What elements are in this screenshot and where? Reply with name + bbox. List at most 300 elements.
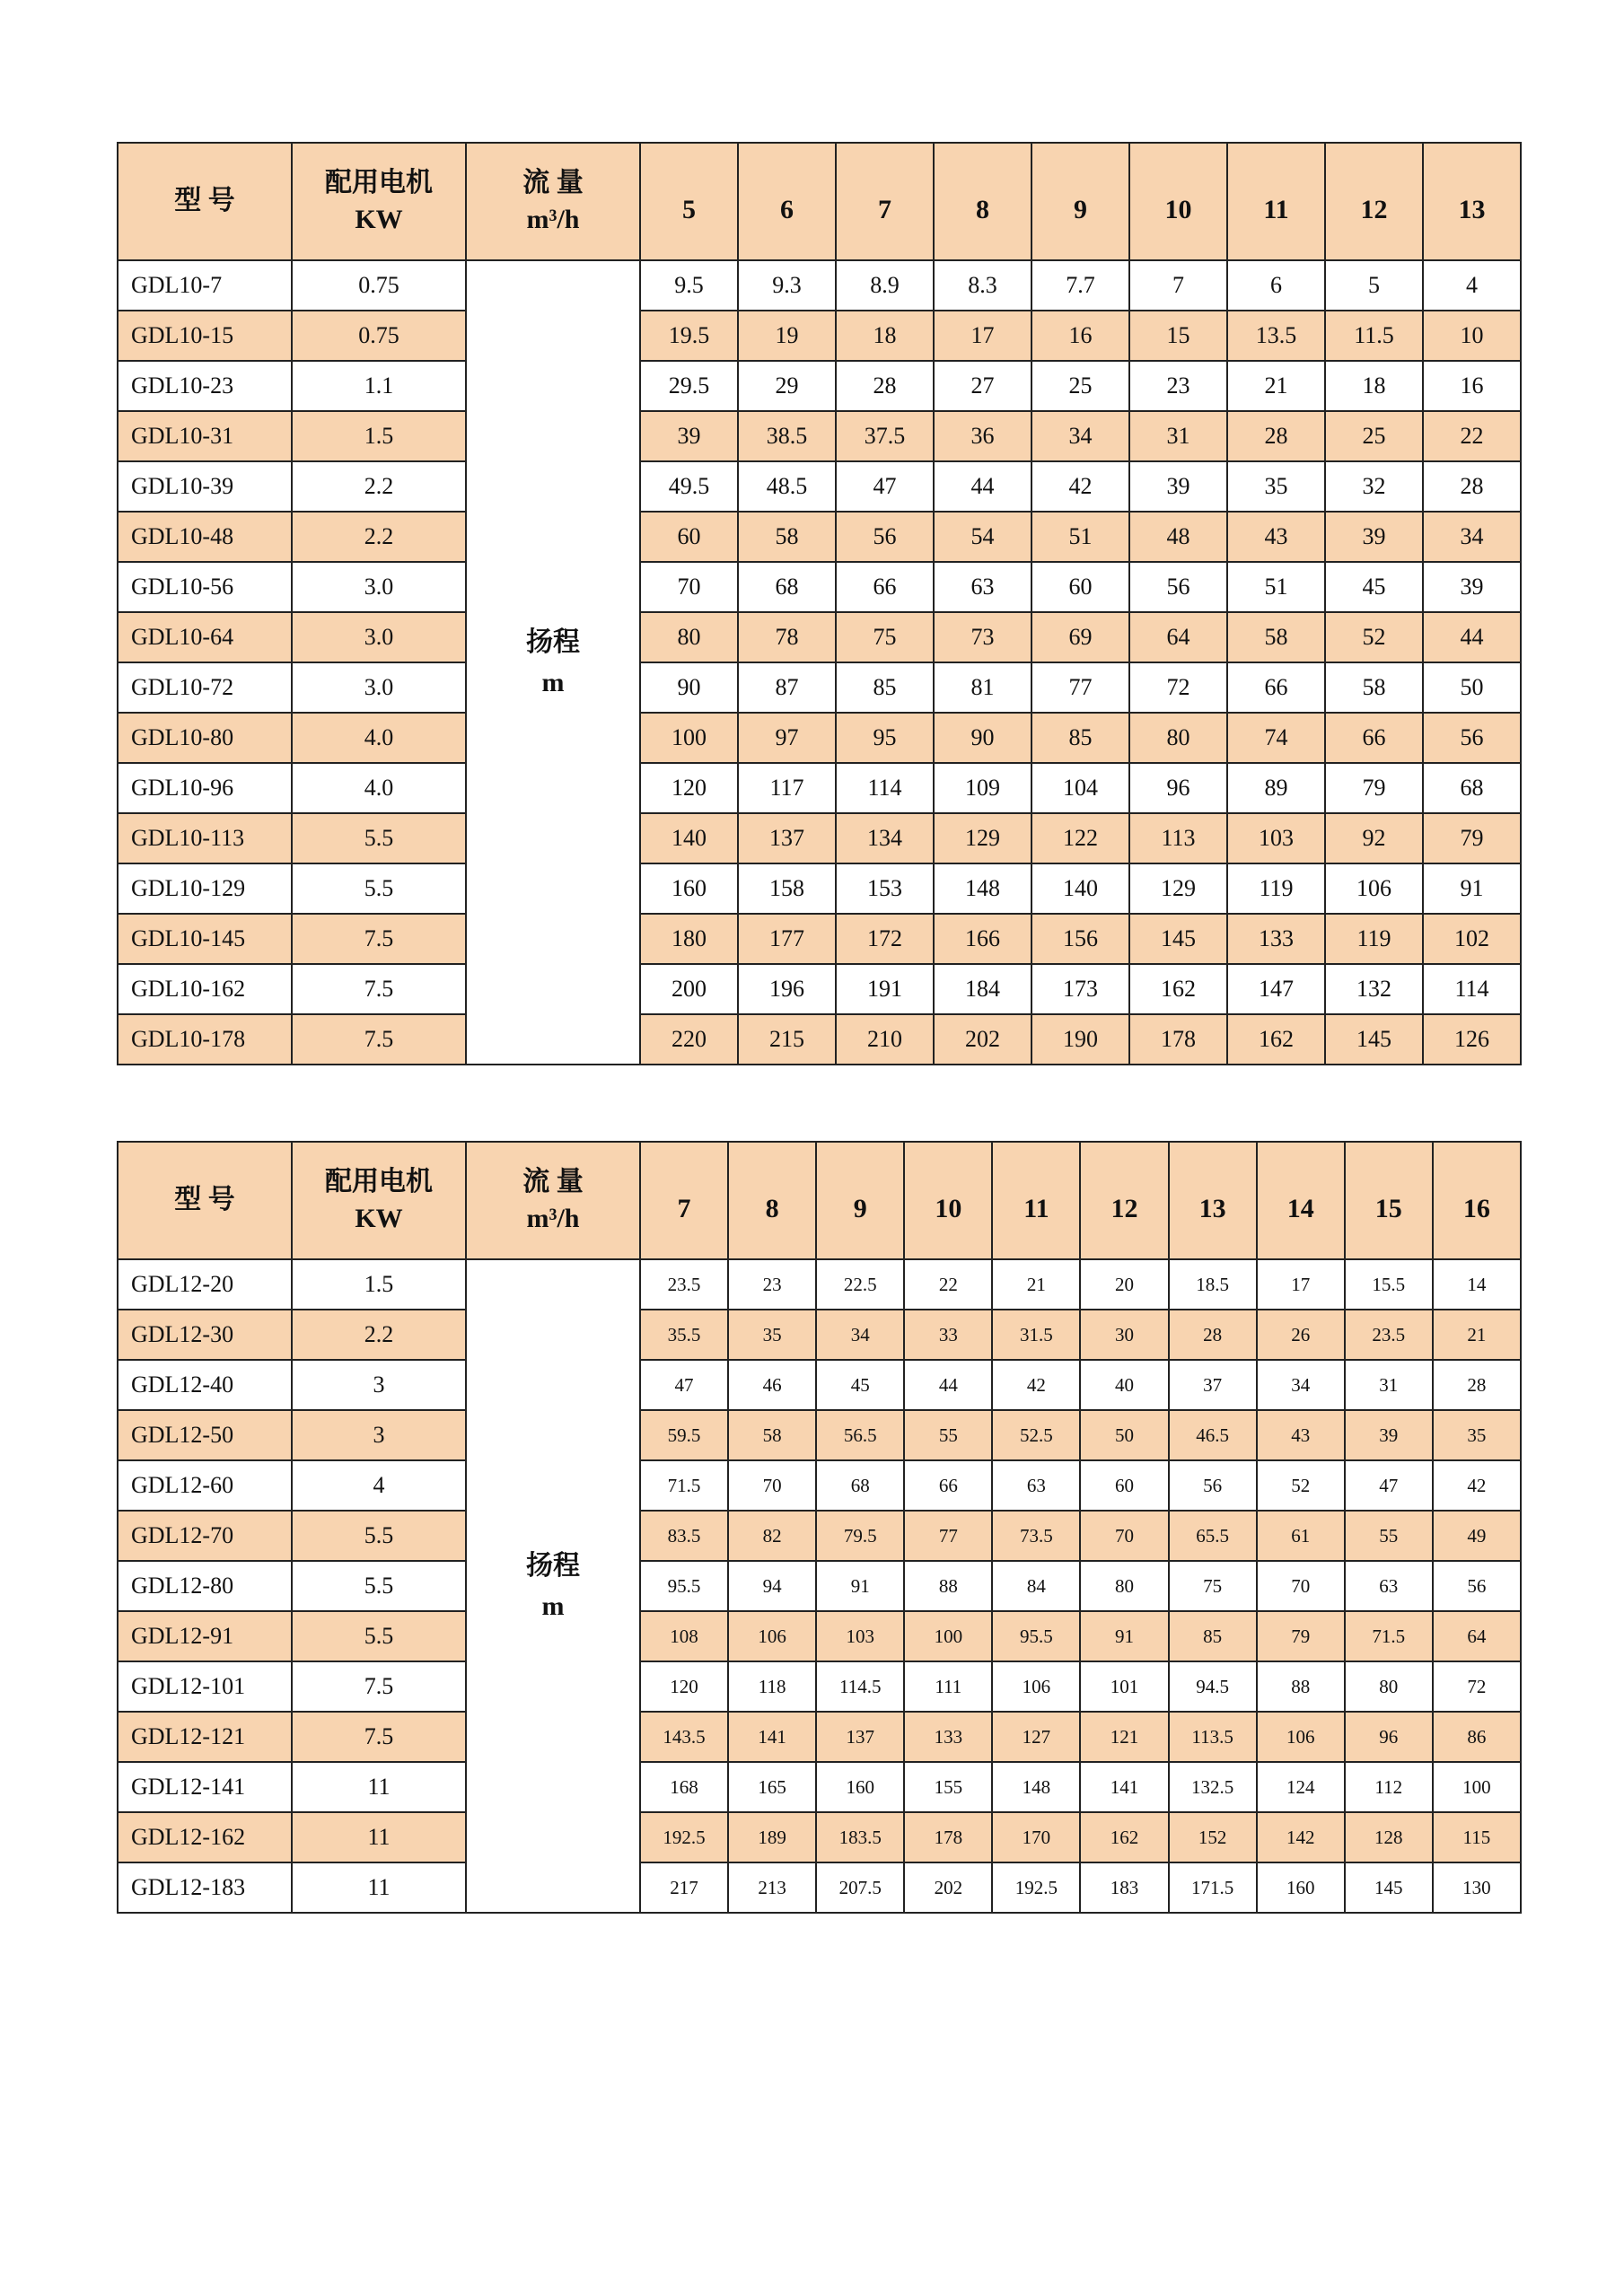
head-value-cell: 192.5: [992, 1862, 1080, 1913]
head-value-cell: 106: [992, 1661, 1080, 1712]
head-value-cell: 44: [934, 461, 1031, 512]
head-value-cell: 17: [934, 311, 1031, 361]
flow-value-header: 9: [1031, 143, 1129, 260]
motor-kw-cell: 11: [292, 1862, 466, 1913]
head-value-cell: 115: [1433, 1812, 1521, 1862]
head-value-cell: 16: [1031, 311, 1129, 361]
head-value-cell: 83.5: [640, 1511, 728, 1561]
head-value-cell: 72: [1129, 662, 1227, 713]
head-value-cell: 70: [728, 1460, 816, 1511]
head-value-cell: 23: [728, 1259, 816, 1310]
head-value-cell: 124: [1257, 1762, 1345, 1812]
head-value-cell: 101: [1080, 1661, 1168, 1712]
head-value-cell: 48.5: [738, 461, 836, 512]
table-row: [118, 713, 1521, 763]
model-cell: GDL10-31: [118, 411, 292, 461]
motor-kw-cell: 5.5: [292, 1561, 466, 1611]
head-value-cell: 6: [1227, 260, 1325, 311]
head-value-cell: 142: [1257, 1812, 1345, 1862]
motor-header: [292, 143, 466, 260]
head-value-cell: 51: [1227, 562, 1325, 612]
head-value-cell: 140: [640, 813, 738, 863]
head-value-cell: 22: [1423, 411, 1521, 461]
head-value-cell: 23.5: [640, 1259, 728, 1310]
model-cell: GDL12-101: [118, 1661, 292, 1712]
head-value-cell: 18: [1325, 361, 1423, 411]
model-cell: GDL10-56: [118, 562, 292, 612]
head-value-cell: 58: [728, 1410, 816, 1460]
head-value-cell: 56: [1129, 562, 1227, 612]
head-value-cell: 121: [1080, 1712, 1168, 1762]
head-value-cell: 35: [1227, 461, 1325, 512]
head-value-cell: 91: [816, 1561, 904, 1611]
flow-value-header: 16: [1433, 1142, 1521, 1259]
head-value-cell: 39: [640, 411, 738, 461]
head-value-cell: 47: [1345, 1460, 1433, 1511]
model-cell: GDL12-91: [118, 1611, 292, 1661]
head-value-cell: 44: [1423, 612, 1521, 662]
head-value-cell: 60: [1031, 562, 1129, 612]
head-value-cell: 31: [1345, 1360, 1433, 1410]
head-value-cell: 95.5: [640, 1561, 728, 1611]
head-value-cell: 158: [738, 863, 836, 914]
head-value-cell: 90: [934, 713, 1031, 763]
head-label-cell: [466, 1259, 640, 1913]
head-value-cell: 49.5: [640, 461, 738, 512]
head-value-cell: 183: [1080, 1862, 1168, 1913]
head-value-cell: 162: [1227, 1014, 1325, 1065]
head-value-cell: 25: [1325, 411, 1423, 461]
head-value-cell: 140: [1031, 863, 1129, 914]
motor-header-unit: KW: [355, 1203, 403, 1233]
head-value-cell: 22: [904, 1259, 992, 1310]
model-cell: GDL12-183: [118, 1862, 292, 1913]
header-row: [118, 143, 1521, 260]
table-row: [118, 1511, 1521, 1561]
head-value-cell: 56: [1433, 1561, 1521, 1611]
head-value-cell: 73: [934, 612, 1031, 662]
table-row: [118, 1812, 1521, 1862]
head-value-cell: 162: [1129, 964, 1227, 1014]
head-value-cell: 28: [1433, 1360, 1521, 1410]
head-value-cell: 82: [728, 1511, 816, 1561]
head-value-cell: 111: [904, 1661, 992, 1712]
head-value-cell: 14: [1433, 1259, 1521, 1310]
head-value-cell: 61: [1257, 1511, 1345, 1561]
head-value-cell: 34: [1423, 512, 1521, 562]
model-cell: GDL10-80: [118, 713, 292, 763]
table-row: [118, 461, 1521, 512]
head-value-cell: 170: [992, 1812, 1080, 1862]
head-value-cell: 72: [1433, 1661, 1521, 1712]
table-row: [118, 1014, 1521, 1065]
head-value-cell: 63: [992, 1460, 1080, 1511]
head-value-cell: 127: [992, 1712, 1080, 1762]
head-value-cell: 80: [640, 612, 738, 662]
head-value-cell: 103: [1227, 813, 1325, 863]
head-value-cell: 129: [934, 813, 1031, 863]
flow-header-unit: m³/h: [526, 1203, 580, 1233]
head-value-cell: 55: [1345, 1511, 1433, 1561]
flow-value-header: 15: [1345, 1142, 1433, 1259]
table-row: [118, 1712, 1521, 1762]
model-cell: GDL12-70: [118, 1511, 292, 1561]
flow-header-label: 流 量: [522, 168, 584, 197]
head-value-cell: 25: [1031, 361, 1129, 411]
head-value-cell: 19: [738, 311, 836, 361]
head-value-cell: 35.5: [640, 1310, 728, 1360]
head-value-cell: 153: [836, 863, 934, 914]
head-value-cell: 200: [640, 964, 738, 1014]
motor-kw-cell: 3: [292, 1360, 466, 1410]
head-value-cell: 106: [728, 1611, 816, 1661]
head-value-cell: 75: [836, 612, 934, 662]
flow-value-header: 7: [836, 143, 934, 260]
head-value-cell: 90: [640, 662, 738, 713]
header-row: [118, 1142, 1521, 1259]
head-value-cell: 56: [1423, 713, 1521, 763]
head-value-cell: 38.5: [738, 411, 836, 461]
head-value-cell: 64: [1129, 612, 1227, 662]
head-value-cell: 117: [738, 763, 836, 813]
head-value-cell: 37: [1169, 1360, 1257, 1410]
head-value-cell: 79: [1423, 813, 1521, 863]
head-value-cell: 129: [1129, 863, 1227, 914]
head-value-cell: 21: [992, 1259, 1080, 1310]
head-value-cell: 78: [738, 612, 836, 662]
motor-kw-cell: 0.75: [292, 311, 466, 361]
head-value-cell: 52: [1257, 1460, 1345, 1511]
head-unit: m: [541, 1591, 565, 1621]
head-value-cell: 160: [1257, 1862, 1345, 1913]
head-value-cell: 60: [1080, 1460, 1168, 1511]
flow-value-header: 10: [1129, 143, 1227, 260]
table-row: [118, 562, 1521, 612]
head-value-cell: 104: [1031, 763, 1129, 813]
model-cell: GDL10-129: [118, 863, 292, 914]
head-value-cell: 21: [1433, 1310, 1521, 1360]
head-value-cell: 31: [1129, 411, 1227, 461]
head-value-cell: 86: [1433, 1712, 1521, 1762]
head-value-cell: 134: [836, 813, 934, 863]
head-value-cell: 39: [1325, 512, 1423, 562]
motor-header-label: 配用电机: [325, 168, 433, 197]
head-value-cell: 13.5: [1227, 311, 1325, 361]
head-value-cell: 133: [1227, 914, 1325, 964]
head-value-cell: 49: [1433, 1511, 1521, 1561]
model-cell: GDL10-178: [118, 1014, 292, 1065]
flow-value-header: 11: [1227, 143, 1325, 260]
head-value-cell: 70: [1257, 1561, 1345, 1611]
motor-kw-cell: 11: [292, 1812, 466, 1862]
head-value-cell: 184: [934, 964, 1031, 1014]
head-value-cell: 7.7: [1031, 260, 1129, 311]
head-value-cell: 132.5: [1169, 1762, 1257, 1812]
head-value-cell: 143.5: [640, 1712, 728, 1762]
head-value-cell: 52.5: [992, 1410, 1080, 1460]
head-value-cell: 113.5: [1169, 1712, 1257, 1762]
motor-kw-cell: 4.0: [292, 763, 466, 813]
model-cell: GDL10-48: [118, 512, 292, 562]
head-value-cell: 106: [1257, 1712, 1345, 1762]
head-value-cell: 5: [1325, 260, 1423, 311]
motor-kw-cell: 3.0: [292, 562, 466, 612]
motor-kw-cell: 7.5: [292, 1014, 466, 1065]
head-value-cell: 58: [1227, 612, 1325, 662]
table-row: [118, 512, 1521, 562]
head-value-cell: 70: [1080, 1511, 1168, 1561]
head-label: 扬程: [526, 1551, 580, 1581]
head-value-cell: 17: [1257, 1259, 1345, 1310]
head-value-cell: 192.5: [640, 1812, 728, 1862]
model-cell: GDL12-50: [118, 1410, 292, 1460]
model-cell: GDL10-72: [118, 662, 292, 713]
head-value-cell: 58: [1325, 662, 1423, 713]
model-cell: GDL10-113: [118, 813, 292, 863]
head-value-cell: 178: [904, 1812, 992, 1862]
flow-value-header: 9: [816, 1142, 904, 1259]
head-value-cell: 172: [836, 914, 934, 964]
motor-kw-cell: 5.5: [292, 813, 466, 863]
table-row: [118, 662, 1521, 713]
flow-value-header: 8: [728, 1142, 816, 1259]
head-value-cell: 202: [934, 1014, 1031, 1065]
motor-header: [292, 1142, 466, 1259]
head-value-cell: 21: [1227, 361, 1325, 411]
head-value-cell: 28: [1423, 461, 1521, 512]
motor-kw-cell: 7.5: [292, 1661, 466, 1712]
head-value-cell: 4: [1423, 260, 1521, 311]
table-row: [118, 914, 1521, 964]
head-value-cell: 59.5: [640, 1410, 728, 1460]
motor-kw-cell: 5.5: [292, 863, 466, 914]
head-value-cell: 56: [836, 512, 934, 562]
head-value-cell: 118: [728, 1661, 816, 1712]
gdl10-performance-table: [117, 142, 1522, 1065]
head-value-cell: 160: [816, 1762, 904, 1812]
motor-kw-cell: 1.5: [292, 1259, 466, 1310]
head-value-cell: 68: [1423, 763, 1521, 813]
head-value-cell: 148: [934, 863, 1031, 914]
head-value-cell: 113: [1129, 813, 1227, 863]
head-value-cell: 85: [836, 662, 934, 713]
head-value-cell: 180: [640, 914, 738, 964]
head-value-cell: 160: [640, 863, 738, 914]
head-value-cell: 95: [836, 713, 934, 763]
model-header: 型 号: [118, 1142, 292, 1259]
head-value-cell: 102: [1423, 914, 1521, 964]
motor-kw-cell: 3: [292, 1410, 466, 1460]
motor-kw-cell: 11: [292, 1762, 466, 1812]
motor-kw-cell: 7.5: [292, 1712, 466, 1762]
model-cell: GDL12-30: [118, 1310, 292, 1360]
head-value-cell: 15.5: [1345, 1259, 1433, 1310]
table-row: [118, 361, 1521, 411]
head-value-cell: 79.5: [816, 1511, 904, 1561]
head-value-cell: 69: [1031, 612, 1129, 662]
head-value-cell: 173: [1031, 964, 1129, 1014]
head-value-cell: 10: [1423, 311, 1521, 361]
flow-header-label: 流 量: [522, 1167, 584, 1196]
head-value-cell: 37.5: [836, 411, 934, 461]
head-value-cell: 189: [728, 1812, 816, 1862]
head-value-cell: 55: [904, 1410, 992, 1460]
motor-kw-cell: 1.1: [292, 361, 466, 411]
head-value-cell: 20: [1080, 1259, 1168, 1310]
model-cell: GDL10-96: [118, 763, 292, 813]
table-row: [118, 1561, 1521, 1611]
head-value-cell: 96: [1129, 763, 1227, 813]
head-value-cell: 106: [1325, 863, 1423, 914]
head-value-cell: 19.5: [640, 311, 738, 361]
model-cell: GDL12-80: [118, 1561, 292, 1611]
head-value-cell: 190: [1031, 1014, 1129, 1065]
head-value-cell: 147: [1227, 964, 1325, 1014]
motor-kw-cell: 2.2: [292, 461, 466, 512]
head-value-cell: 32: [1325, 461, 1423, 512]
table-row: [118, 1611, 1521, 1661]
head-value-cell: 36: [934, 411, 1031, 461]
motor-kw-cell: 7.5: [292, 914, 466, 964]
head-value-cell: 63: [1345, 1561, 1433, 1611]
head-label-cell: [466, 260, 640, 1065]
head-value-cell: 100: [1433, 1762, 1521, 1812]
table-row: [118, 1410, 1521, 1460]
motor-header-unit: KW: [355, 204, 403, 234]
head-value-cell: 75: [1169, 1561, 1257, 1611]
motor-kw-cell: 1.5: [292, 411, 466, 461]
head-value-cell: 114.5: [816, 1661, 904, 1712]
head-value-cell: 23.5: [1345, 1310, 1433, 1360]
head-value-cell: 33: [904, 1310, 992, 1360]
head-value-cell: 145: [1345, 1862, 1433, 1913]
head-value-cell: 16: [1423, 361, 1521, 411]
head-value-cell: 50: [1080, 1410, 1168, 1460]
table-row: [118, 612, 1521, 662]
head-value-cell: 80: [1080, 1561, 1168, 1611]
head-value-cell: 120: [640, 763, 738, 813]
head-value-cell: 178: [1129, 1014, 1227, 1065]
head-value-cell: 71.5: [640, 1460, 728, 1511]
head-value-cell: 43: [1257, 1410, 1345, 1460]
head-value-cell: 109: [934, 763, 1031, 813]
head-value-cell: 9.5: [640, 260, 738, 311]
table-row: [118, 1460, 1521, 1511]
head-value-cell: 77: [904, 1511, 992, 1561]
head-value-cell: 91: [1080, 1611, 1168, 1661]
motor-kw-cell: 5.5: [292, 1511, 466, 1561]
head-value-cell: 141: [1080, 1762, 1168, 1812]
head-value-cell: 100: [640, 713, 738, 763]
head-value-cell: 148: [992, 1762, 1080, 1812]
motor-header-label: 配用电机: [325, 1167, 433, 1196]
head-value-cell: 42: [992, 1360, 1080, 1410]
head-value-cell: 34: [1031, 411, 1129, 461]
head-value-cell: 80: [1345, 1661, 1433, 1712]
head-value-cell: 66: [904, 1460, 992, 1511]
model-cell: GDL10-145: [118, 914, 292, 964]
flow-value-header: 12: [1080, 1142, 1168, 1259]
head-value-cell: 65.5: [1169, 1511, 1257, 1561]
head-unit: m: [541, 668, 565, 697]
head-value-cell: 145: [1325, 1014, 1423, 1065]
head-value-cell: 47: [640, 1360, 728, 1410]
motor-kw-cell: 7.5: [292, 964, 466, 1014]
head-value-cell: 52: [1325, 612, 1423, 662]
model-header: 型 号: [118, 143, 292, 260]
motor-kw-cell: 2.2: [292, 1310, 466, 1360]
head-value-cell: 30: [1080, 1310, 1168, 1360]
head-value-cell: 74: [1227, 713, 1325, 763]
head-value-cell: 48: [1129, 512, 1227, 562]
head-value-cell: 114: [836, 763, 934, 813]
table-row: [118, 1259, 1521, 1310]
head-value-cell: 58: [738, 512, 836, 562]
head-value-cell: 50: [1423, 662, 1521, 713]
head-value-cell: 137: [816, 1712, 904, 1762]
head-value-cell: 29.5: [640, 361, 738, 411]
head-value-cell: 213: [728, 1862, 816, 1913]
table-row: [118, 1661, 1521, 1712]
head-value-cell: 215: [738, 1014, 836, 1065]
head-value-cell: 34: [816, 1310, 904, 1360]
head-value-cell: 88: [904, 1561, 992, 1611]
head-value-cell: 155: [904, 1762, 992, 1812]
head-value-cell: 87: [738, 662, 836, 713]
head-value-cell: 28: [1227, 411, 1325, 461]
head-value-cell: 80: [1129, 713, 1227, 763]
head-value-cell: 26: [1257, 1310, 1345, 1360]
head-value-cell: 79: [1257, 1611, 1345, 1661]
motor-kw-cell: 5.5: [292, 1611, 466, 1661]
head-value-cell: 51: [1031, 512, 1129, 562]
table-row: [118, 260, 1521, 311]
head-value-cell: 28: [1169, 1310, 1257, 1360]
model-cell: GDL10-23: [118, 361, 292, 411]
head-value-cell: 39: [1345, 1410, 1433, 1460]
head-value-cell: 70: [640, 562, 738, 612]
head-value-cell: 35: [728, 1310, 816, 1360]
head-value-cell: 77: [1031, 662, 1129, 713]
table-row: [118, 1762, 1521, 1812]
head-value-cell: 145: [1129, 914, 1227, 964]
flow-value-header: 6: [738, 143, 836, 260]
flow-value-header: 12: [1325, 143, 1423, 260]
flow-value-header: 13: [1423, 143, 1521, 260]
head-value-cell: 119: [1325, 914, 1423, 964]
head-value-cell: 31.5: [992, 1310, 1080, 1360]
head-value-cell: 46.5: [1169, 1410, 1257, 1460]
head-value-cell: 44: [904, 1360, 992, 1410]
head-value-cell: 120: [640, 1661, 728, 1712]
head-value-cell: 28: [836, 361, 934, 411]
head-value-cell: 7: [1129, 260, 1227, 311]
head-value-cell: 23: [1129, 361, 1227, 411]
table-row: [118, 813, 1521, 863]
head-value-cell: 54: [934, 512, 1031, 562]
head-value-cell: 43: [1227, 512, 1325, 562]
head-value-cell: 168: [640, 1762, 728, 1812]
flow-value-header: 8: [934, 143, 1031, 260]
head-value-cell: 94: [728, 1561, 816, 1611]
motor-kw-cell: 4: [292, 1460, 466, 1511]
head-value-cell: 64: [1433, 1611, 1521, 1661]
head-value-cell: 210: [836, 1014, 934, 1065]
head-value-cell: 63: [934, 562, 1031, 612]
flow-header: [466, 1142, 640, 1259]
head-value-cell: 66: [836, 562, 934, 612]
head-value-cell: 97: [738, 713, 836, 763]
